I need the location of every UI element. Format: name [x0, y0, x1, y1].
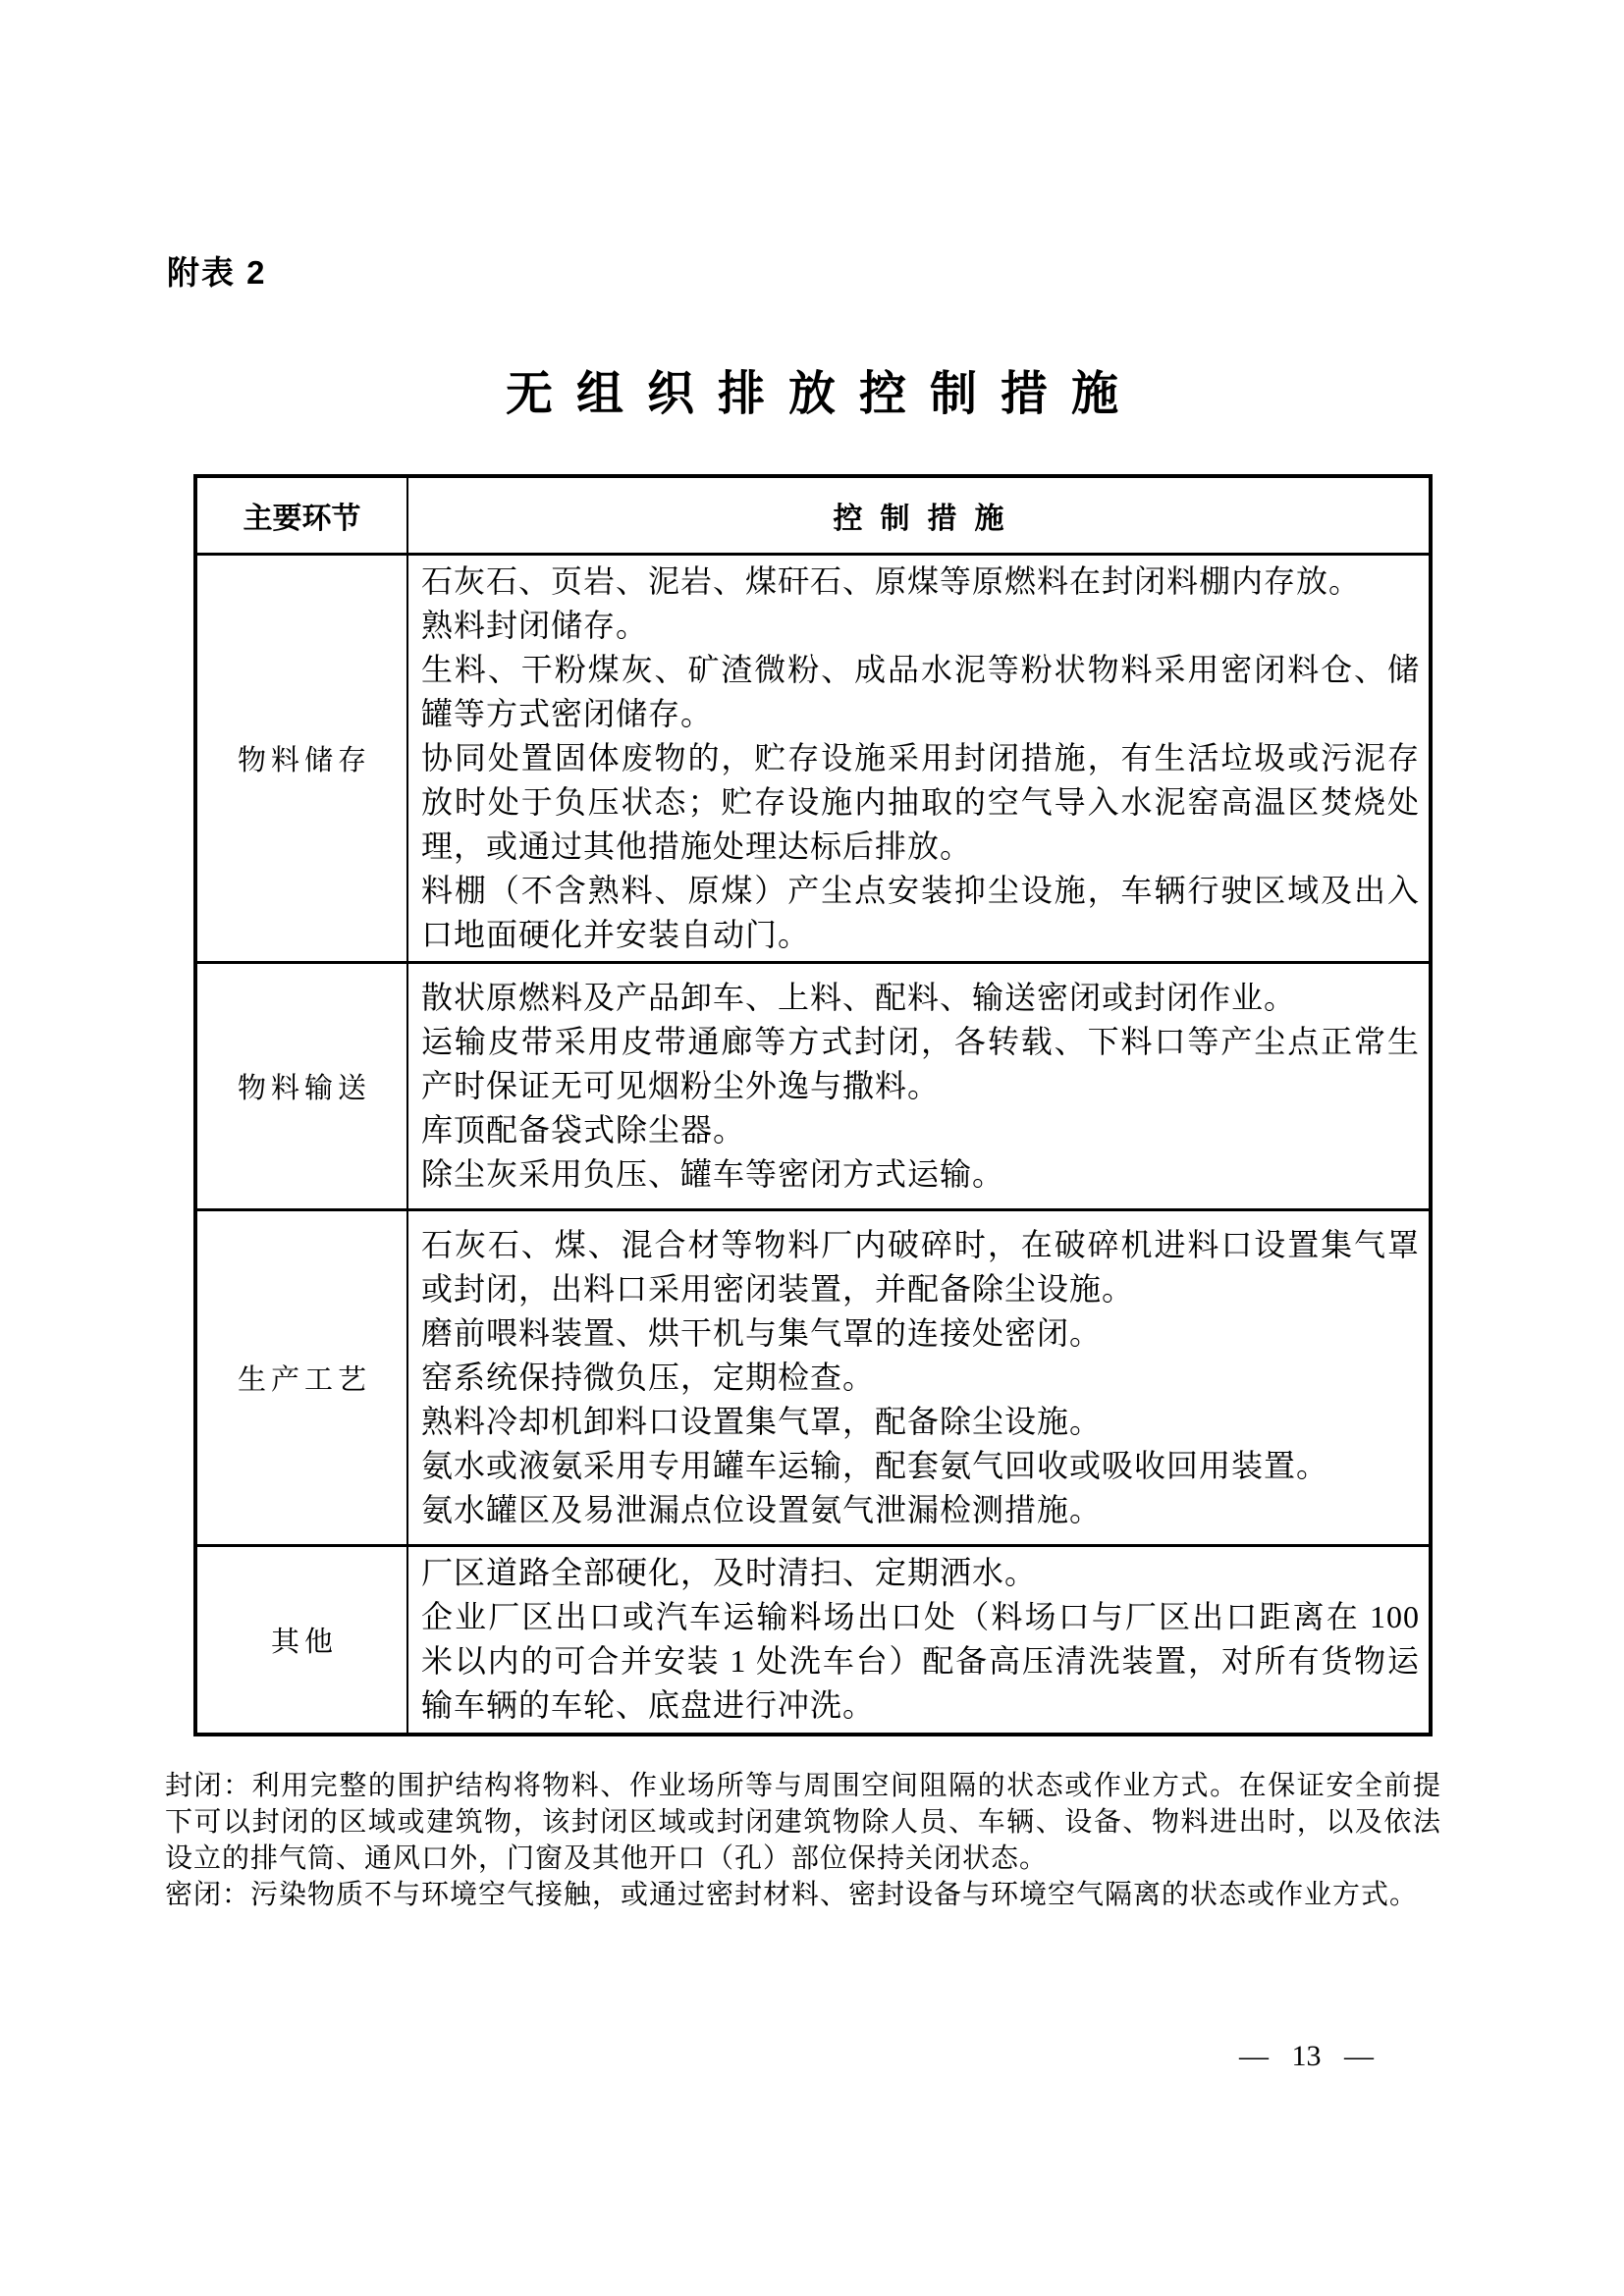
stage-label: 物料储存: [237, 744, 371, 776]
stage-label: 生产工艺: [237, 1363, 371, 1396]
measure-item: 氨水或液氨采用专用罐车运输，配套氨气回收或吸收回用装置。: [421, 1447, 1329, 1483]
measure-item: 熟料冷却机卸料口设置集气罩，配备除尘设施。: [421, 1403, 1103, 1439]
measures-cell: [407, 1545, 1431, 1735]
stage-label: 其他: [270, 1626, 338, 1658]
column-header-stage: 主要环节: [195, 476, 407, 554]
measure-item: 熟料封闭储存。: [421, 607, 649, 643]
measures-cell: [407, 1209, 1431, 1545]
measure-item: 散状原燃料及产品卸车、上料、配料、输送密闭或封闭作业。: [421, 979, 1297, 1015]
measure-item: 料棚（不含熟料、原煤）产尘点安装抑尘设施，车辆行驶区域及出入口地面硬化并安装自动门。: [421, 872, 1420, 952]
column-header-measures-text: 控制措施: [833, 502, 1022, 535]
measure-item: 石灰石、页岩、泥岩、煤矸石、原煤等原燃料在封闭料棚内存放。: [421, 562, 1362, 599]
document-title-text: 无组织排放控制措施: [505, 368, 1142, 420]
stage-cell: [195, 962, 407, 1209]
footnotes: [165, 1768, 1441, 1913]
stage-cell: [195, 1209, 407, 1545]
stage-label: 物料输送: [237, 1072, 371, 1104]
document-title: [0, 355, 1624, 423]
table-header-row: [195, 476, 1431, 554]
measures-cell: [407, 554, 1431, 962]
measure-item: 除尘灰采用负压、罐车等密闭方式运输。: [421, 1155, 1005, 1192]
page-number: — 13 —: [1239, 2040, 1374, 2072]
table-row-material-transport: [195, 962, 1431, 1209]
measure-item: 协同处置固体废物的，贮存设施采用封闭措施，有生活垃圾或污泥存放时处于负压状态；贮存设施内抽取的空气导入水泥窑高温区焚烧处理，或通过其他措施处理达标后排放。: [421, 739, 1420, 864]
measure-item: 氨水罐区及易泄漏点位设置氨气泄漏检测措施。: [421, 1491, 1103, 1527]
measure-item: 库顶配备袋式除尘器。: [421, 1111, 746, 1148]
appendix-label: 附表 2: [167, 254, 267, 291]
stage-cell: [195, 554, 407, 962]
footnote-item: 封闭：利用完整的围护结构将物料、作业场所等与周围空间阻隔的状态或作业方式。在保证安全前提下可以封闭的区域或建筑物，该封闭区域或封闭建筑物除人员、车辆、设备、物料进出时，以及依法设立的排气筒、通风口外，门窗及其他开口（孔）部位保持关闭状态。: [165, 1771, 1441, 1874]
table-row-material-storage: [195, 554, 1431, 962]
measure-item: 生料、干粉煤灰、矿渣微粉、成品水泥等粉状物料采用密闭料仓、储罐等方式密闭储存。: [421, 651, 1420, 731]
column-header-measures: [407, 476, 1431, 554]
measure-item: 企业厂区出口或汽车运输料场出口处（料场口与厂区出口距离在 100 米以内的可合并安装 1 处洗车台）配备高压清洗装置，对所有货物运输车辆的车轮、底盘进行冲洗。: [421, 1599, 1420, 1724]
measure-item: 运输皮带采用皮带通廊等方式封闭，各转载、下料口等产尘点正常生产时保证无可见烟粉尘外逸与撒料。: [421, 1023, 1420, 1103]
footnote-item: 密闭：污染物质不与环境空气接触，或通过密封材料、密封设备与环境空气隔离的状态或作业方式。: [165, 1880, 1419, 1910]
measure-item: 窑系统保持微负压，定期检查。: [421, 1359, 876, 1395]
emission-control-table: [193, 474, 1433, 1736]
table-row-production-process: [195, 1209, 1431, 1545]
measure-item: 石灰石、煤、混合材等物料厂内破碎时，在破碎机进料口设置集气罩或封闭，出料口采用密闭装置，并配备除尘设施。: [421, 1226, 1420, 1307]
stage-cell: [195, 1545, 407, 1735]
table-row-other: [195, 1545, 1431, 1735]
measure-item: 厂区道路全部硬化，及时清扫、定期洒水。: [421, 1555, 1038, 1591]
measure-item: 磨前喂料装置、烘干机与集气罩的连接处密闭。: [421, 1314, 1103, 1351]
measures-cell: [407, 962, 1431, 1209]
